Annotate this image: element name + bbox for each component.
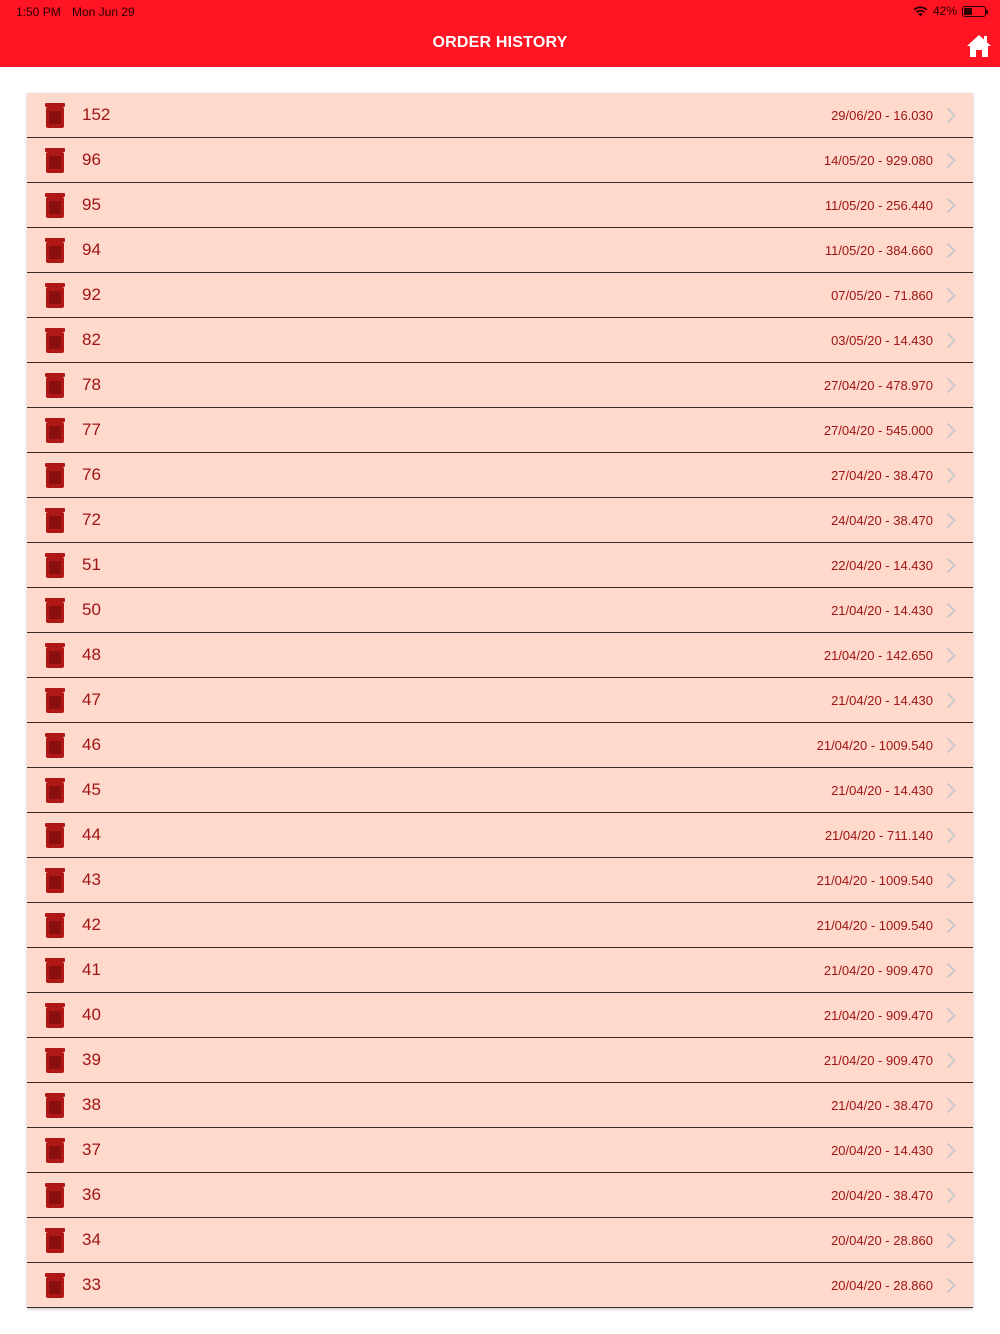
status-indicators bbox=[913, 4, 986, 18]
order-row[interactable] bbox=[27, 633, 973, 678]
order-row[interactable] bbox=[27, 228, 973, 273]
order-date-total: 11/05/20 - 384.660 bbox=[824, 243, 933, 258]
jar-icon bbox=[45, 553, 65, 578]
order-row[interactable] bbox=[27, 498, 973, 543]
order-row[interactable] bbox=[27, 273, 973, 318]
order-number: 96 bbox=[82, 150, 101, 169]
order-date-total: 21/04/20 - 142.650 bbox=[823, 648, 933, 663]
jar-icon bbox=[45, 148, 65, 173]
order-date-total: 21/04/20 - 909.470 bbox=[823, 1053, 933, 1068]
order-date-total: 21/04/20 - 1009.540 bbox=[816, 873, 933, 888]
order-number: 39 bbox=[82, 1050, 101, 1069]
jar-icon bbox=[45, 508, 65, 533]
order-number: 76 bbox=[82, 465, 101, 484]
jar-icon bbox=[45, 238, 65, 263]
order-date-total: 29/06/20 - 16.030 bbox=[831, 108, 933, 123]
order-number: 95 bbox=[82, 195, 101, 214]
app-header bbox=[0, 0, 1000, 67]
jar-icon bbox=[45, 868, 65, 893]
order-date-total: 21/04/20 - 909.470 bbox=[823, 1008, 933, 1023]
order-row[interactable] bbox=[27, 723, 973, 768]
chevron-right-icon bbox=[947, 1188, 956, 1203]
jar-icon bbox=[45, 1138, 65, 1163]
order-date-total: 21/04/20 - 14.430 bbox=[831, 693, 933, 708]
chevron-right-icon bbox=[947, 1143, 956, 1158]
jar-icon bbox=[45, 1183, 65, 1208]
order-date-total: 24/04/20 - 38.470 bbox=[831, 513, 933, 528]
page-title: ORDER HISTORY bbox=[432, 34, 568, 51]
jar-icon bbox=[45, 598, 65, 623]
jar-icon bbox=[45, 823, 65, 848]
jar-icon bbox=[45, 193, 65, 218]
order-number: 50 bbox=[82, 600, 101, 619]
order-date-total: 21/04/20 - 1009.540 bbox=[816, 918, 933, 933]
jar-icon bbox=[45, 778, 65, 803]
order-date-total: 20/04/20 - 28.860 bbox=[831, 1278, 933, 1293]
order-number: 94 bbox=[82, 240, 101, 259]
order-number: 37 bbox=[82, 1140, 101, 1159]
status-date: Mon Jun 29 bbox=[72, 5, 135, 19]
chevron-right-icon bbox=[947, 1008, 956, 1023]
chevron-right-icon bbox=[947, 693, 956, 708]
order-row[interactable] bbox=[27, 408, 973, 453]
order-number: 36 bbox=[82, 1185, 101, 1204]
jar-icon bbox=[45, 1273, 65, 1298]
jar-icon bbox=[45, 1093, 65, 1118]
chevron-right-icon bbox=[947, 108, 956, 123]
order-date-total: 20/04/20 - 14.430 bbox=[831, 1143, 933, 1158]
order-number: 47 bbox=[82, 690, 101, 709]
order-row[interactable] bbox=[27, 1083, 973, 1128]
order-number: 43 bbox=[82, 870, 101, 889]
chevron-right-icon bbox=[947, 603, 956, 618]
jar-icon bbox=[45, 643, 65, 668]
chevron-right-icon bbox=[947, 153, 956, 168]
jar-icon bbox=[45, 958, 65, 983]
order-row[interactable] bbox=[27, 588, 973, 633]
status-time: 1:50 PM bbox=[16, 5, 61, 19]
order-number: 78 bbox=[82, 375, 101, 394]
order-row[interactable] bbox=[27, 318, 973, 363]
chevron-right-icon bbox=[947, 648, 956, 663]
order-row[interactable] bbox=[27, 813, 973, 858]
order-date-total: 14/05/20 - 929.080 bbox=[823, 153, 933, 168]
order-date-total: 07/05/20 - 71.860 bbox=[831, 288, 933, 303]
order-number: 72 bbox=[82, 510, 101, 529]
order-row[interactable] bbox=[27, 183, 973, 228]
order-date-total: 21/04/20 - 14.430 bbox=[831, 603, 933, 618]
order-number: 82 bbox=[82, 330, 101, 349]
order-number: 92 bbox=[82, 285, 101, 304]
jar-icon bbox=[45, 688, 65, 713]
battery-icon bbox=[962, 6, 986, 17]
order-number: 45 bbox=[82, 780, 101, 799]
chevron-right-icon bbox=[947, 333, 956, 348]
order-row[interactable] bbox=[27, 993, 973, 1038]
order-row[interactable] bbox=[27, 93, 973, 138]
jar-icon bbox=[45, 913, 65, 938]
order-row[interactable] bbox=[27, 768, 973, 813]
order-date-total: 21/04/20 - 38.470 bbox=[831, 1098, 933, 1113]
order-row[interactable] bbox=[27, 858, 973, 903]
status-bar bbox=[0, 0, 1000, 24]
order-number: 46 bbox=[82, 735, 101, 754]
order-number: 40 bbox=[82, 1005, 101, 1024]
order-number: 42 bbox=[82, 915, 101, 934]
wifi-icon bbox=[913, 6, 928, 17]
chevron-right-icon bbox=[947, 1098, 956, 1113]
order-row[interactable] bbox=[27, 1263, 973, 1308]
chevron-right-icon bbox=[947, 243, 956, 258]
order-row[interactable] bbox=[27, 453, 973, 498]
order-number: 41 bbox=[82, 960, 101, 979]
order-row[interactable] bbox=[27, 543, 973, 588]
jar-icon bbox=[45, 1228, 65, 1253]
order-number: 34 bbox=[82, 1230, 101, 1249]
order-number: 44 bbox=[82, 825, 101, 844]
chevron-right-icon bbox=[947, 828, 956, 843]
chevron-right-icon bbox=[947, 1053, 956, 1068]
jar-icon bbox=[45, 463, 65, 488]
order-number: 152 bbox=[82, 105, 111, 124]
jar-icon bbox=[45, 328, 65, 353]
order-row[interactable] bbox=[27, 138, 973, 183]
chevron-right-icon bbox=[947, 873, 956, 888]
chevron-right-icon bbox=[947, 198, 956, 213]
order-number: 51 bbox=[82, 555, 101, 574]
order-date-total: 27/04/20 - 38.470 bbox=[831, 468, 933, 483]
order-date-total: 21/04/20 - 14.430 bbox=[831, 783, 933, 798]
jar-icon bbox=[45, 1048, 65, 1073]
battery-percent: 42% bbox=[932, 4, 957, 18]
jar-icon bbox=[45, 1003, 65, 1028]
order-row[interactable] bbox=[27, 1218, 973, 1263]
order-date-total: 11/05/20 - 256.440 bbox=[824, 198, 933, 213]
chevron-right-icon bbox=[947, 288, 956, 303]
order-date-total: 21/04/20 - 711.140 bbox=[824, 828, 933, 843]
jar-icon bbox=[45, 283, 65, 308]
chevron-right-icon bbox=[947, 423, 956, 438]
order-date-total: 27/04/20 - 478.970 bbox=[823, 378, 933, 393]
order-row[interactable] bbox=[27, 948, 973, 993]
order-row[interactable] bbox=[27, 363, 973, 408]
jar-icon bbox=[45, 418, 65, 443]
order-row[interactable] bbox=[27, 903, 973, 948]
order-row[interactable] bbox=[27, 1173, 973, 1218]
chevron-right-icon bbox=[947, 513, 956, 528]
chevron-right-icon bbox=[947, 1278, 956, 1293]
chevron-right-icon bbox=[947, 378, 956, 393]
jar-icon bbox=[45, 373, 65, 398]
jar-icon bbox=[45, 103, 65, 128]
chevron-right-icon bbox=[947, 918, 956, 933]
order-row[interactable] bbox=[27, 678, 973, 723]
chevron-right-icon bbox=[947, 558, 956, 573]
order-date-total: 20/04/20 - 28.860 bbox=[831, 1233, 933, 1248]
order-number: 48 bbox=[82, 645, 101, 664]
order-row[interactable] bbox=[27, 1038, 973, 1083]
chevron-right-icon bbox=[947, 468, 956, 483]
order-date-total: 03/05/20 - 14.430 bbox=[831, 333, 933, 348]
chevron-right-icon bbox=[947, 963, 956, 978]
order-number: 33 bbox=[82, 1275, 101, 1294]
order-row[interactable] bbox=[27, 1128, 973, 1173]
chevron-right-icon bbox=[947, 1233, 956, 1248]
order-date-total: 20/04/20 - 38.470 bbox=[831, 1188, 933, 1203]
order-date-total: 21/04/20 - 909.470 bbox=[823, 963, 933, 978]
chevron-right-icon bbox=[947, 738, 956, 753]
order-date-total: 21/04/20 - 1009.540 bbox=[816, 738, 933, 753]
order-date-total: 22/04/20 - 14.430 bbox=[831, 558, 933, 573]
chevron-right-icon bbox=[947, 783, 956, 798]
order-number: 38 bbox=[82, 1095, 101, 1114]
order-list bbox=[27, 93, 973, 1308]
jar-icon bbox=[45, 733, 65, 758]
home-icon[interactable] bbox=[966, 33, 992, 59]
order-date-total: 27/04/20 - 545.000 bbox=[823, 423, 933, 438]
order-number: 77 bbox=[82, 420, 101, 439]
